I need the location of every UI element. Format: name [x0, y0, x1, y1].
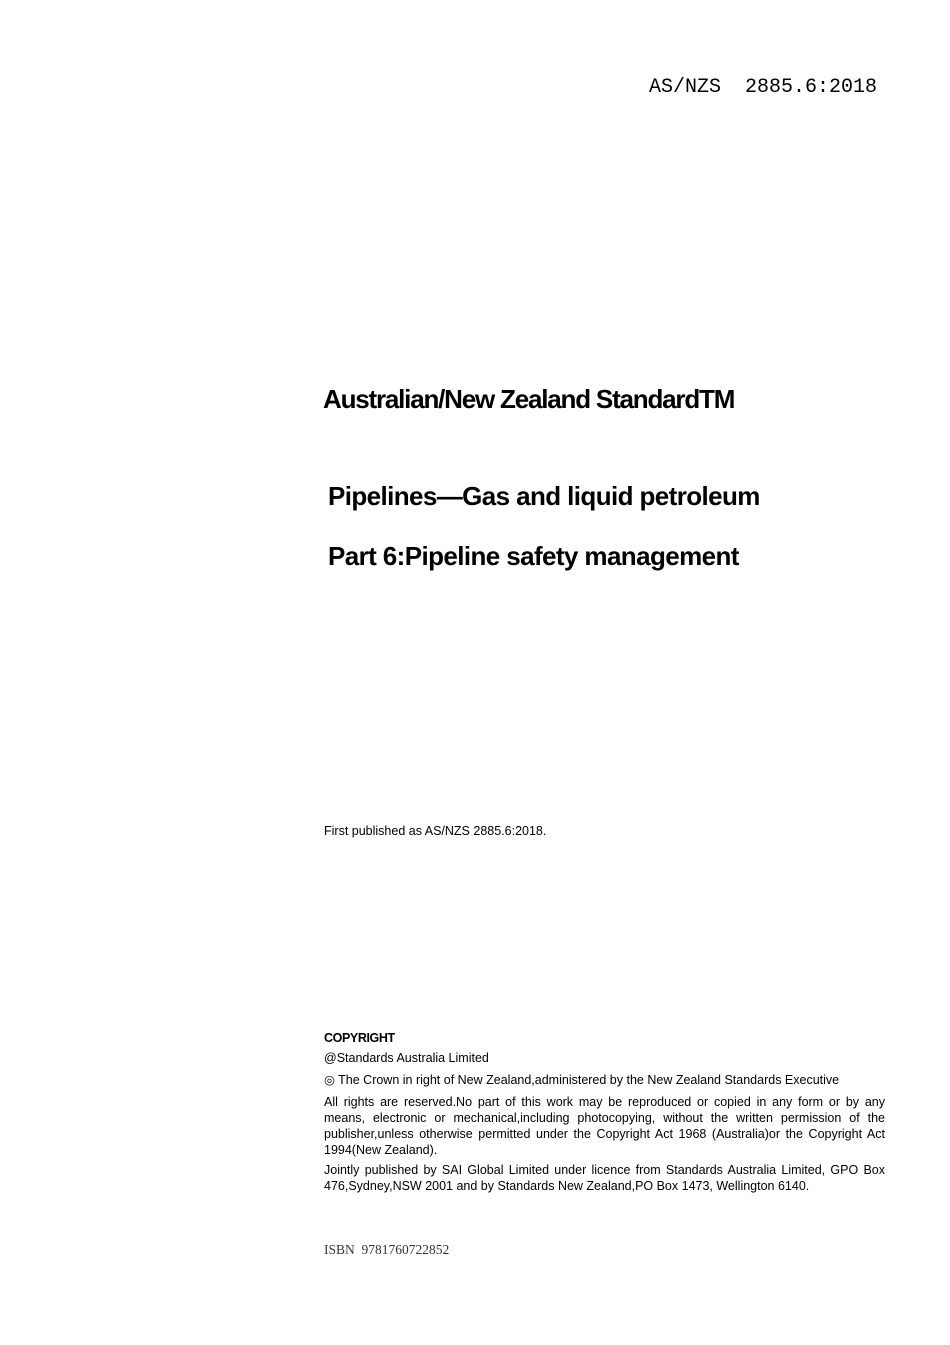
publisher-paragraph: Jointly published by SAI Global Limited under licence from Standards Australia Limited, GPO Box 476,Sydney,NSW 2001 and by Standards New Zealand,PO Box 1473, Wellington 6140.: [324, 1163, 885, 1193]
document-number: AS/NZS 2885.6:2018: [648, 76, 877, 99]
first-published-note: First published as AS/NZS 2885.6:2018.: [324, 824, 547, 838]
document-title: Pipelines—Gas and liquid petroleum: [328, 481, 760, 511]
crown-copyright-line: ◎ The Crown in right of New Zealand,administered by the New Zealand Standards Executive: [324, 1073, 840, 1087]
copyright-block: [324, 1030, 885, 1198]
copyright-holder: @Standards Australia Limited: [324, 1051, 489, 1065]
copyright-heading: COPYRIGHT: [324, 1031, 395, 1045]
document-subtitle: Part 6:Pipeline safety management: [328, 541, 739, 571]
standard-type-heading: Australian/New Zealand StandardTM: [323, 384, 735, 414]
rights-reserved-paragraph: All rights are reserved.No part of this work may be reproduced or copied in any form or by any means, electronic or mechanical,including photocopying, without the written permission of the publisher,unless otherwise permitted under the Copyright Act 1968 (Australia)or the Copyright Act 1994(New Zealand).: [324, 1095, 885, 1157]
isbn-number: ISBN 9781760722852: [324, 1242, 450, 1257]
